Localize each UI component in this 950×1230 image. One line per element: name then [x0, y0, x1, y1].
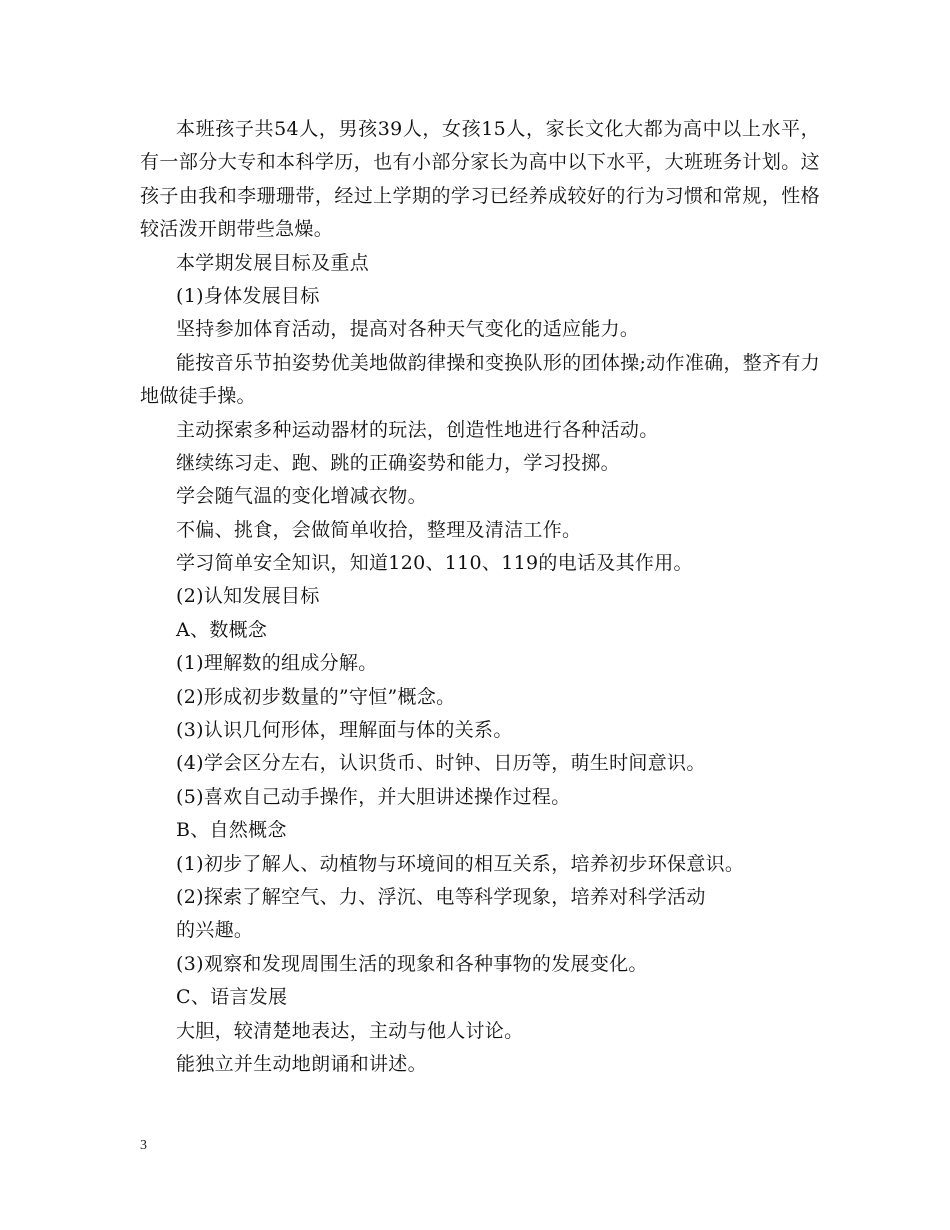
- text-line: (3)认识几何形体，理解面与体的关系。: [176, 719, 513, 742]
- text-line: 不偏、挑食，会做简单收拾，整理及清洁工作。: [176, 518, 582, 541]
- text-line: 孩子由我和李珊珊带，经过上学期的学习已经养成较好的行为习惯和常规，性格: [140, 184, 820, 207]
- text-line: C、语言发展: [176, 986, 288, 1009]
- text-line: 的兴趣。: [176, 919, 254, 942]
- text-line: 有一部分大专和本科学历，也有小部分家长为高中以下水平，大班班务计划。这: [140, 151, 820, 174]
- page-number: 3: [140, 1138, 147, 1153]
- text-line: 大胆，较清楚地表达，主动与他人讨论。: [176, 1019, 524, 1042]
- text-line: (1)理解数的组成分解。: [176, 652, 378, 675]
- text-line: (3)观察和发现周围生活的现象和各种事物的发展变化。: [176, 952, 648, 975]
- document-body: [140, 113, 820, 1081]
- text-line: 学会随气温的变化增减衣物。: [176, 485, 427, 508]
- text-line: (2)形成初步数量的”守恒”概念。: [176, 685, 456, 708]
- text-line: (2)探索了解空气、力、浮沉、电等科学现象，培养对科学活动: [176, 885, 706, 908]
- text-line: 本班孩子共54人，男孩39人，女孩15人，家长文化大都为高中以上水平，: [176, 118, 820, 140]
- text-line: 能按音乐节拍姿势优美地做韵律操和变换队形的团体操;动作准确，整齐有力: [176, 351, 820, 374]
- text-line: 地做徒手操。: [140, 385, 256, 408]
- text-line: B、自然概念: [176, 819, 287, 842]
- text-line: 坚持参加体育活动，提高对各种天气变化的适应能力。: [176, 318, 640, 341]
- text-line: A、数概念: [176, 618, 268, 641]
- text-line: 学习简单安全知识，知道120、110、119的电话及其作用。: [176, 552, 693, 575]
- text-line: (4)学会区分左右，认识货币、时钟、日历等，萌生时间意识。: [176, 752, 706, 775]
- text-line: (5)喜欢自己动手操作，并大胆讲述操作过程。: [176, 785, 571, 808]
- text-line: 继续练习走、跑、跳的正确姿势和能力，学习投掷。: [176, 451, 620, 474]
- text-line: 较活泼开朗带些急燥。: [140, 218, 334, 241]
- text-line: 主动探索多种运动器材的玩法，创造性地进行各种活动。: [176, 418, 659, 441]
- text-line: (1)初步了解人、动植物与环境间的相互关系，培养初步环保意识。: [176, 852, 745, 875]
- text-line: (2)认知发展目标: [176, 585, 320, 608]
- text-line: (1)身体发展目标: [176, 284, 320, 307]
- text-line: 能独立并生动地朗诵和讲述。: [176, 1052, 427, 1075]
- text-line: 本学期发展目标及重点: [176, 251, 370, 274]
